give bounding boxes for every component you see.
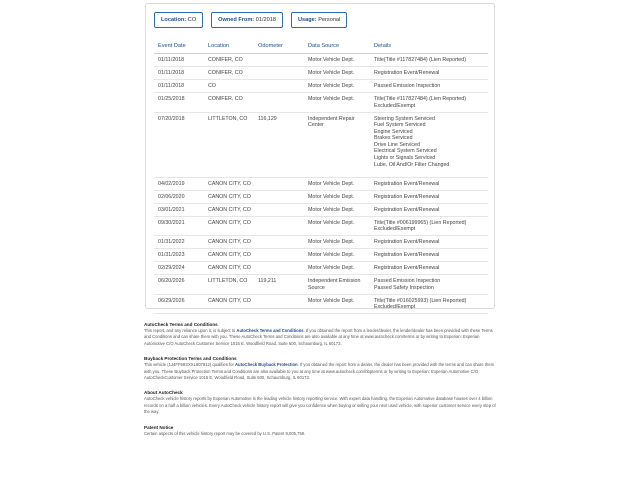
table-row: [154, 249, 488, 262]
data-source-line: Independent Repair: [308, 115, 355, 122]
detail-line: Brakes Serviced: [374, 135, 413, 142]
row-data-source: [308, 83, 374, 92]
table-row: [154, 178, 488, 191]
header-event-date: Event Date: [158, 42, 186, 49]
report-footer: [144, 322, 496, 446]
data-source-line: Motor Vehicle Dept.: [308, 96, 355, 102]
row-location: CANON CITY, CO: [208, 239, 251, 245]
row-location: LITTLETON, CO: [208, 278, 248, 284]
filter-owned-from[interactable]: Owned From: 01/2018: [211, 12, 283, 28]
filter-usage[interactable]: Usage: Personal: [291, 12, 347, 28]
row-details: [374, 96, 488, 112]
row-odometer: [258, 83, 308, 92]
row-data-source: [308, 70, 374, 79]
patent-text: Certain aspects of this vehicle history report may be covered by U.S. Patent 8,005,759.: [144, 430, 306, 436]
detail-line: Excluded/Exempt: [374, 304, 416, 311]
row-location: CANON CITY, CO: [208, 180, 251, 187]
row-event-date: 09/30/2021: [158, 219, 185, 226]
data-source-line: Motor Vehicle Dept.: [308, 57, 355, 63]
buyback-link[interactable]: AutoCheck Buyback Protection: [235, 362, 298, 368]
row-event-date: 03/01/2021: [158, 206, 185, 213]
detail-line: Passed Emission Inspection: [374, 278, 441, 284]
row-event-date: 01/11/2018: [158, 57, 185, 63]
filter-pills: [154, 12, 347, 28]
row-location: CONIFER, CO: [208, 96, 243, 102]
detail-line: Excluded/Exempt: [374, 226, 416, 233]
row-details: [374, 116, 488, 177]
row-odometer: 116,129: [258, 115, 277, 122]
row-details: [374, 207, 488, 216]
row-event-date: 01/31/2022: [158, 239, 185, 245]
row-details: [374, 181, 488, 190]
detail-line: Drive Line Serviced: [374, 141, 420, 148]
row-details: [374, 239, 488, 248]
data-source-line: Motor Vehicle Dept.: [308, 193, 355, 200]
row-odometer: [258, 265, 308, 274]
row-location: CO: [208, 83, 216, 89]
row-odometer: [258, 239, 308, 248]
row-details: [374, 298, 488, 314]
data-source-line: Motor Vehicle Dept.: [308, 83, 355, 89]
row-odometer: [258, 57, 308, 66]
row-event-date: 01/11/2018: [158, 70, 185, 76]
table-row: [154, 262, 488, 275]
row-location: CANON CITY, CO: [208, 297, 251, 304]
terms-text: This report, and any reliance upon it, is subject to AutoCheck Terms and Conditions. If you obtained the report from a lender/dealer, the lender/dealer has been provided with these Terms and Conditions and can share them with you. These AutoCheck Terms and Conditions are also available at any time at www.autocheck.com/terms or by writing to Experian: Experian Automotive C/O AutoCheck Customer Service 1015 E. Woodfield Road, Suite 500, Schaumburg, IL 60173.: [144, 328, 493, 346]
row-odometer: [258, 220, 308, 236]
detail-line: Title(Title #016025993) (Lien Reported): [374, 297, 467, 304]
row-odometer: [258, 252, 308, 261]
row-data-source: [308, 116, 374, 177]
row-odometer: [258, 96, 308, 112]
detail-line: Registration Event/Renewal: [374, 239, 440, 245]
terms-title: AutoCheck Terms and Conditions: [144, 322, 218, 327]
row-details: [374, 265, 488, 274]
data-source-line: Motor Vehicle Dept.: [308, 70, 355, 76]
about-title: About AutoCheck: [144, 390, 183, 396]
row-location: CONIFER, CO: [208, 57, 243, 63]
row-details: [374, 252, 488, 261]
row-event-date: 06/20/2026: [158, 278, 185, 284]
detail-line: Excluded/Exempt: [374, 102, 416, 109]
header-odometer: Odometer: [258, 42, 283, 49]
data-source-line: Motor Vehicle Dept.: [308, 239, 355, 245]
detail-line: Passed Safety Inspection: [374, 284, 434, 291]
detail-line: Registration Event/Renewal: [374, 265, 440, 271]
detail-line: Steering System Serviced: [374, 115, 435, 122]
table-row: [154, 67, 488, 80]
detail-line: Lube, Oil And/Or Filter Changed: [374, 161, 450, 168]
row-event-date: 06/29/2026: [158, 297, 185, 304]
table-row: [154, 80, 488, 93]
patent-title: Patent Notice: [144, 424, 174, 430]
row-details: [374, 278, 488, 294]
detail-line: Electrical System Serviced: [374, 148, 437, 155]
row-event-date: 01/11/2018: [158, 83, 185, 89]
data-source-line: Motor Vehicle Dept.: [308, 206, 355, 213]
buyback-title: Buyback Protection Terms and Conditions: [144, 356, 237, 362]
detail-line: Engine Serviced: [374, 128, 413, 135]
table-row: [154, 113, 488, 178]
detail-line: Passed Emission Inspection: [374, 83, 441, 89]
row-location: LITTLETON, CO: [208, 115, 248, 122]
row-odometer: [258, 207, 308, 216]
detail-line: Registration Event/Renewal: [374, 70, 440, 76]
about-text: AutoCheck vehicle history reports by Experian Automotive is the leading vehicle history reporting service. With expert data handling, the Experian Automotive database houses over 4 billion records on a half a billion vehicles. Every AutoCheck vehicle history report will give you confidence when buying or selling your next used vehicle, with superior customer service every step of the way.: [144, 396, 496, 415]
data-source-line: Center: [308, 122, 324, 129]
data-source-line: Independent Emission: [308, 278, 361, 284]
row-data-source: [308, 298, 374, 314]
row-data-source: [308, 57, 374, 66]
row-details: [374, 83, 488, 92]
header-details: Details: [374, 42, 392, 49]
row-location: CANON CITY, CO: [208, 265, 251, 271]
row-location: CANON CITY, CO: [208, 219, 251, 226]
filter-location[interactable]: Location: CO: [154, 12, 203, 28]
detail-line: Title(Title #006199965) (Lien Reported): [374, 219, 467, 226]
data-source-line: Motor Vehicle Dept.: [308, 219, 355, 226]
header-data-source: Data Source: [308, 42, 340, 49]
history-table: [154, 38, 488, 314]
terms-link[interactable]: AutoCheck Terms and Conditions: [236, 328, 304, 333]
table-row: [154, 275, 488, 295]
data-source-line: Motor Vehicle Dept.: [308, 265, 355, 271]
row-event-date: 07/20/2018: [158, 115, 185, 122]
row-data-source: [308, 220, 374, 236]
row-event-date: 02/06/2020: [158, 193, 185, 200]
data-source-line: Source: [308, 284, 325, 291]
row-details: [374, 194, 488, 203]
row-data-source: [308, 239, 374, 248]
table-row: [154, 236, 488, 249]
table-row: [154, 217, 488, 237]
row-details: [374, 70, 488, 79]
detail-line: Fuel System Serviced: [374, 122, 426, 129]
row-data-source: [308, 265, 374, 274]
row-details: [374, 57, 488, 66]
row-data-source: [308, 278, 374, 294]
data-source-line: Motor Vehicle Dept.: [308, 180, 355, 187]
buyback-text: This vehicle (1J4FF68SXXL607912) qualifies for AutoCheck Buyback Protection. If you obtained the report from a dealer, the dealer has been provided with the terms and can share them with you. These Buyback Protection Terms and Conditions are also available to you at any time at www.autocheck.com/bbpterms or by writing to Experian: Experian Automotive C/O AutoCheckCustomer Service 1015 E. Woodfield Road, Suite 500, Schaumburg, IL 60173.: [144, 362, 495, 381]
data-source-line: Motor Vehicle Dept.: [308, 252, 355, 258]
row-data-source: [308, 181, 374, 190]
detail-line: Registration Event/Renewal: [374, 193, 440, 200]
row-location: CONIFER, CO: [208, 70, 243, 76]
row-data-source: [308, 252, 374, 261]
row-data-source: [308, 194, 374, 203]
vehicle-history-card: [145, 3, 495, 309]
row-location: CANON CITY, CO: [208, 252, 251, 258]
detail-line: Registration Event/Renewal: [374, 206, 440, 213]
data-source-line: Motor Vehicle Dept.: [308, 297, 355, 304]
detail-line: Registration Event/Renewal: [374, 180, 440, 187]
row-odometer: [258, 298, 308, 314]
row-event-date: 04/02/2019: [158, 180, 185, 187]
detail-line: Title(Title #117827484) (Lien Reported): [374, 96, 466, 102]
row-data-source: [308, 96, 374, 112]
table-row: [154, 204, 488, 217]
row-odometer: [258, 181, 308, 190]
table-header: [154, 38, 488, 54]
row-location: CANON CITY, CO: [208, 193, 251, 200]
row-details: [374, 220, 488, 236]
row-event-date: 01/31/2023: [158, 252, 185, 258]
detail-line: Lights or Signals Serviced: [374, 155, 436, 162]
detail-line: Title(Title #117827484) (Lien Reported): [374, 57, 466, 63]
row-odometer: 119,211: [258, 278, 277, 284]
row-odometer: [258, 70, 308, 79]
row-data-source: [308, 207, 374, 216]
table-row: [154, 295, 488, 315]
table-row: [154, 93, 488, 113]
row-location: CANON CITY, CO: [208, 206, 251, 213]
row-odometer: [258, 194, 308, 203]
header-location: Location: [208, 42, 230, 49]
detail-line: Registration Event/Renewal: [374, 252, 440, 258]
row-event-date: 02/29/2024: [158, 265, 185, 271]
row-event-date: 01/25/2018: [158, 96, 185, 102]
table-row: [154, 54, 488, 67]
table-row: [154, 191, 488, 204]
table-body: [154, 54, 488, 314]
